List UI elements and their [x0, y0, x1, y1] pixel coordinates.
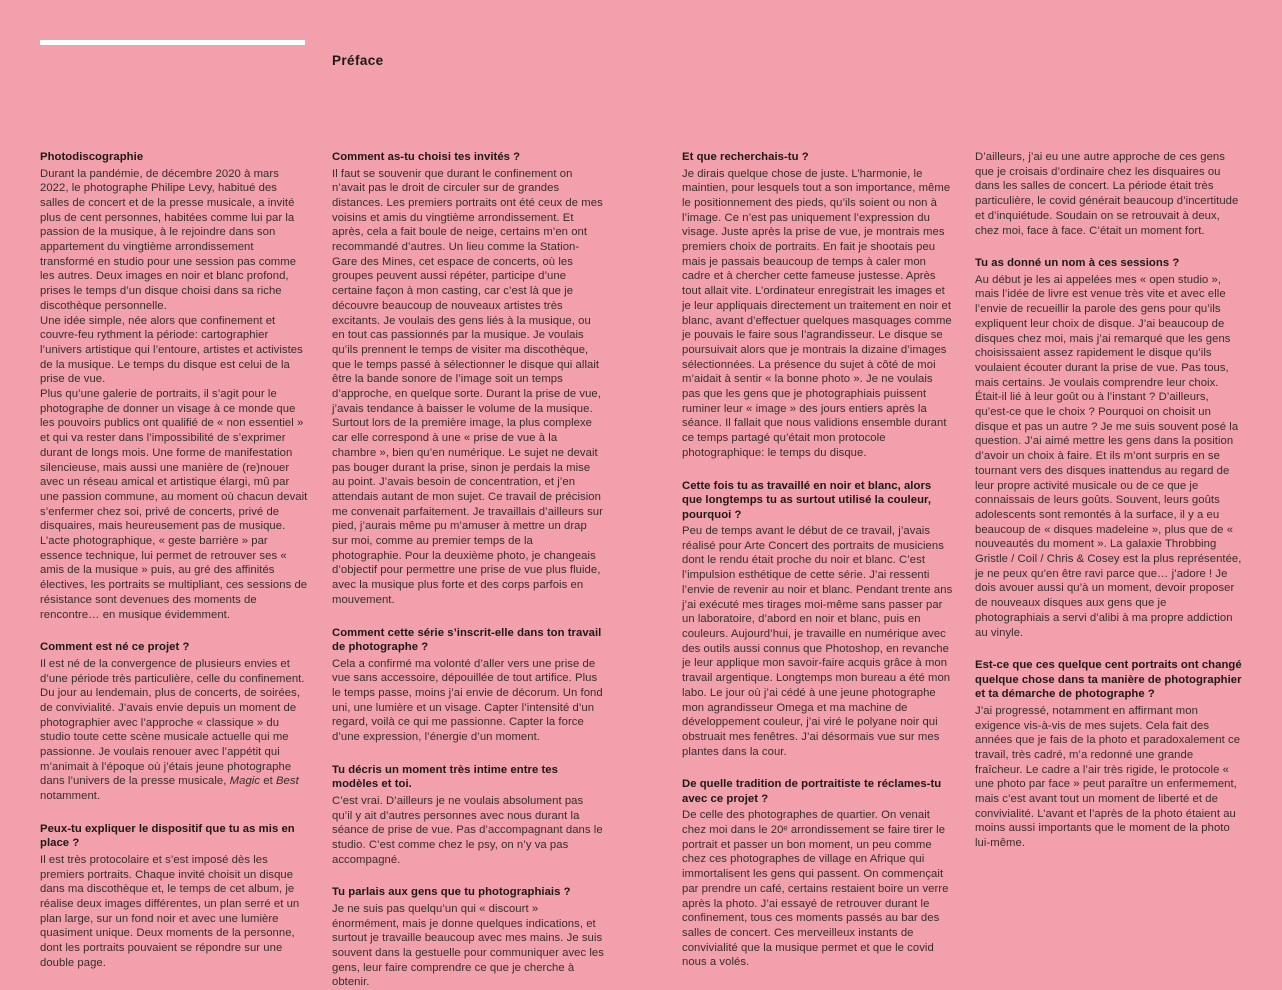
paragraph: Il faut se souvenir que durant le confinement on n’avait pas le droit de circuler sur de grandes distances. Les premiers portraits ont été ceux de mes voisins et amis du vingtième arrondissement. Et après, cela a fait boule de neige, certains m’en ont recommandé d’autres. Un lieu comme la Station-Gare des Mines, cet espace de concerts, où les groupes peuvent aussi répéter, participe d’une certaine façon à mon casting, car c’est là que je découvre beaucoup de nouveaux artistes très excitants. Je voulais des gens liés à la musique, ou en tout cas passionnés par la musique. Je voulais qu’ils prennent le temps de visiter ma discothèque, que le temps passé à sélectionner le disque qui allait être la bande sonore de l’image soit un temps d’approche, en quelque sorte. Durant la prise de vue, j’avais tendance à baisser le volume de la musique. Surtout lors de la première image, la plus complexe car elle correspond à une « prise de vue à la chambre », bien qu’en numérique. Le sujet ne devait pas bouger durant la prise, sinon je perdais la mise au point. J’avais besoin de concentration, et j’en attendais autant de mon sujet. Ce travail de précision me convenait parfaitement. Je travaillais d’ailleurs sur pied, j’aurais même pu m’amuser à mettre un drap sur moi, comme au premier temps de la photographie. Pour la deuxième photo, je changeais d’objectif pour permettre une prise de vue plus fluide, avec la musique plus forte et des corps parfois en mouvement. — [332, 167, 603, 606]
paragraph: C’est vrai. D’ailleurs je ne voulais absolument pas qu’il y ait d’autres personnes avec nous durant la séance de prise de vue. Pas d’accompagnant dans le studio. C’est comme chez le psy, on n’y va pas accompagné. — [332, 794, 603, 866]
question-heading: Comment est né ce projet ? — [40, 641, 190, 654]
paragraph: Une idée simple, née alors que confinement et couvre-feu rythment la période: cartographier l’univers artistique qui l’entoure, artistes et activistes de la musique. Le temps du disque est celui de la prise de vue. — [40, 314, 303, 386]
question-heading: Est-ce que ces quelque cent portraits ont changé quelque chose dans ta manière de photographier et ta démarche de photographe ? — [975, 659, 1242, 701]
question-heading: Comment cette série s’inscrit-elle dans ton travail de photographe ? — [332, 626, 602, 654]
paragraph: Je dirais quelque chose de juste. L’harmonie, le maintien, pour lesquels tout a son importance, même le positionnement des pieds, qu’ils soient ou non à l’image. Ce n’est pas uniquement l’expression du visage. Juste après la prise de vue, je montrais mes premiers choix de portraits. En fait je shootais peu mais je passais beaucoup de temps à caler mon cadre et à chercher cette fameuse justesse. Après tout allait vite. L’ordinateur enregistrait les images et je leur appliquais directement un traitement en noir et blanc, avant d’effectuer quelques masquages comme je pouvais le faire sous l’agrandisseur. Le disque se poursuivait alors que je montrais la dizaine d’images sélectionnées. La présence du sujet à côté de moi m’aidait à sentir « la bonne photo ». Je ne voulais pas que les gens que je photographiais puissent ruminer leur « image » des jours entiers après la séance. Il fallait que nous validions ensemble durant ce temps partagé qu’était mon protocole photographique: le temps du disque. — [682, 167, 952, 459]
section-heading: Photodiscographie — [40, 151, 144, 163]
question-heading: Et que recherchais-tu ? — [682, 151, 809, 163]
question-heading: Tu décris un moment très intime entre tes modèles et toi. — [332, 763, 558, 791]
paragraph: Je ne suis pas quelqu’un qui « discourt » énormément, mais je donne quelques indications, et surtout je travaille beaucoup avec mes mains. Je suis souvent dans la gestuelle pour communiquer avec les gens, leur faire comprendre ce que je cherche à obtenir. — [332, 902, 604, 989]
paragraph: D’ailleurs, j’ai eu une autre approche de ces gens que je croisais d’ordinaire chez les disquaires ou dans les salles de concert. La période était très particulière, le covid générait beaucoup d’incertitude et d’inquiétude. Soudain on se retrouvait à deux, chez moi, face à face. C’était un moment fort. — [975, 151, 1239, 237]
paragraph: De celle des photographes de quartier. On venait chez moi dans le 20ᵉ arrondissement se faire tirer le portrait et passer un bon moment, un peu comme chez ces photographes de village en Afrique qui immortalisent les gens qui passent. On commençait par prendre un café, certains restaient boire un verre après la photo. J’ai essayé de retrouver durant le confinement, tous ces moments passés au bar des salles de concert. Ces merveilleux instants de convivialité que la musique permet et que le covid nous a volés. — [682, 809, 949, 969]
title-rule — [40, 40, 305, 45]
question-heading: De quelle tradition de portraitiste te réclames-tu avec ce projet ? — [682, 778, 942, 805]
question-heading: Tu as donné un nom à ces sessions ? — [975, 257, 1180, 270]
paragraph: Il est très protocolaire et s’est imposé dès les premiers portraits. Chaque invité choisit un disque dans ma discothèque et, le temps de cet album, je réalise deux images différentes, un plan serré et un plan large, sur un fond noir et avec une lumière quasiment unique. Deux moments de la personne, dont les portraits pouvaient se répondre sur une double page. — [40, 853, 300, 969]
question-heading: Tu parlais aux gens que tu photographiais ? — [332, 886, 571, 899]
paragraph: Il est né de la convergence de plusieurs envies et d’une période très particulière, celle du confinement. Du jour au lendemain, plus de concerts, de soirées, de convivialité. J’avais envie depuis un moment de photographier avec l’approche « classique » du studio toute cette scène musicale actuelle qui me passionne. Je voulais renouer avec l’appétit qui m’animait à l’époque où j’étais jeune photographe dans l’univers de la presse musicale, Magic et Best notamment. — [40, 657, 305, 803]
text-column-3 — [682, 150, 954, 970]
question-heading: Peux-tu expliquer le dispositif que tu as mis en place ? — [40, 822, 295, 850]
question-heading: Cette fois tu as travaillé en noir et blanc, alors que longtemps tu as surtout utilisé la couleur, pourquoi ? — [682, 479, 932, 521]
paragraph: Cela a confirmé ma volonté d’aller vers une prise de vue sans accessoire, dépouillée de tout artifice. Plus le temps passe, moins j’ai envie de décorum. Un fond uni, une lumière et un visage. Capter l’intensité d’un regard, voilà ce qui me passionne. Capter la force d’une expression, l’énergie d’un moment. — [332, 657, 603, 744]
page-title: Préface — [332, 53, 384, 68]
text-column-4 — [975, 150, 1243, 851]
text-column-2 — [332, 150, 604, 990]
paragraph: Plus qu’une galerie de portraits, il s’agit pour le photographe de donner un visage à ce monde que les pouvoirs publics ont qualifié de « non essentiel » et qui va rester dans l’impossibilité de s’exprimer durant de longs mois. Une forme de manifestation silencieuse, mais aussi une manière de (re)nouer avec un réseau amical et artistique élargi, mû par une passion commune, au moment où chacun devait s’enfermer chez soi, privé de concerts, privé de disquaires, mais heureusement pas de musique. L’acte photographique, « geste barrière » par essence technique, lui permet de retrouver ses « amis de la musique » puis, au gré des affinités électives, les portraits se multipliant, ces sessions de résistance sont devenues des moments de rencontre… en musique évidemment. — [40, 388, 308, 621]
paragraph: Au début je les ai appelées mes « open studio », mais l’idée de livre est venue très vite et avec elle l’envie de recueillir la parole des gens pour qu’ils expliquent leur choix de disque. J’ai beaucoup de disques chez moi, mais j’ai remarqué que les gens choisissaient assez rapidement le disque qu’ils voulaient écouter durant la prise de vue. Pas tous, mais certains. Je voulais comprendre leur choix. Était-il lié à leur goût ou à l’instant ? D’ailleurs, qu’est-ce que le choix ? Pourquoi on choisit un disque et pas un autre ? Je me suis souvent posé la question. J’ai aimé mettre les gens dans la position d’avoir un choix à faire. Et ils m’ont surpris en se tournant vers des disques inattendus au regard de leur propre activité musicale ou de ce que je connaissais de leurs goûts. Souvent, leurs goûts adolescents sont remontés à la surface, il y a eu beaucoup de « disques madeleine », plus que de « nouveautés du moment ». La galaxie Throbbing Gristle / Coil / Chris & Cosey est la plus représentée, je ne peux qu’en être ravi parce que… j’adore ! Je dois avouer aussi qu’à un moment, devoir proposer de nouveaux disques aux gens que je photographiais a servi d’alibi à ma propre addiction au vinyle. — [975, 273, 1242, 639]
paragraph: J’ai progressé, notamment en affirmant mon exigence vis-à-vis de mes sujets. Cela fait des années que je fais de la photo et paradoxalement ce travail, très cadré, m’a redonné une grande fraîcheur. Le cadre a l’air très rigide, le protocole « une photo par face » peut paraître un enfermement, mais c’est avant tout un moment de liberté et de convivialité. L’avant et l’après de la photo étaient au moins aussi importants que le moment de la photo lui-même. — [975, 704, 1241, 850]
question-heading: Comment as-tu choisi tes invités ? — [332, 151, 521, 163]
paragraph: Durant la pandémie, de décembre 2020 à mars 2022, le photographe Philipe Levy, habitué des salles de concert et de la presse musicale, a invité plus de cent personnes, habitées comme lui par la passion de la musique, à le rejoindre dans son appartement du vingtième arrondissement transformé en studio pour une session pas comme les autres. Deux images en noir et blanc profond, prises le temps d’un disque choisi dans sa riche discothèque personnelle. — [40, 167, 297, 312]
text-column-1 — [40, 150, 308, 970]
paragraph: Peu de temps avant le début de ce travail, j’avais réalisé pour Arte Concert des portraits de musiciens dont le rendu était proche du noir et blanc. C’est l’impulsion esthétique de cette série. J’ai ressenti l’envie de revenir au noir et blanc. Pendant trente ans j’ai exécuté mes tirages moi-même sans passer par un laboratoire, d’abord en noir et blanc, puis en couleurs. Aujourd’hui, je travaille en numérique avec des outils aussi connus que Photoshop, en revanche je leur applique mon savoir-faire acquis grâce à mon travail argentique. Longtemps mon bureau a été mon labo. Le jour où j’ai cédé à une jeune photographe mon agrandisseur Omega et ma machine de développement couleur, j’ai viré le polyane noir qui obstruait mes fenêtres. J’ai désormais vue sur mes plantes dans la cour. — [682, 525, 953, 758]
